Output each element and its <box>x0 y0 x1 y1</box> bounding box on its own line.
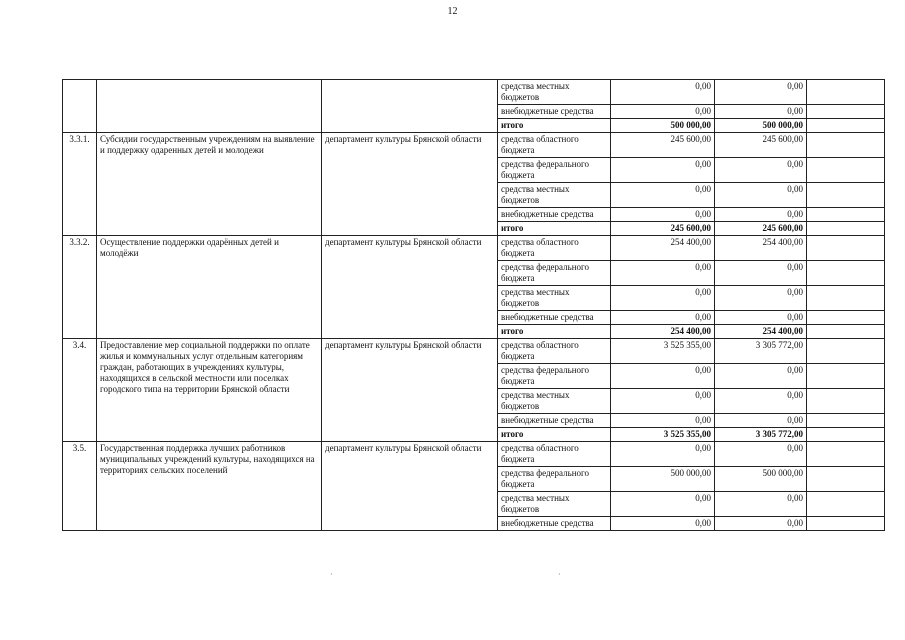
funding-source: внебюджетные средства <box>498 105 611 119</box>
empty-cell <box>807 325 885 339</box>
amount-col1: 0,00 <box>611 492 715 517</box>
empty-cell <box>807 364 885 389</box>
amount-col2: 254 400,00 <box>715 325 807 339</box>
empty-cell <box>807 236 885 261</box>
amount-col1: 254 400,00 <box>611 236 715 261</box>
amount-col2: 500 000,00 <box>715 467 807 492</box>
amount-col2: 0,00 <box>715 286 807 311</box>
empty-cell <box>807 261 885 286</box>
amount-col2: 0,00 <box>715 414 807 428</box>
amount-col1: 254 400,00 <box>611 325 715 339</box>
empty-cell <box>807 133 885 158</box>
funding-source: внебюджетные средства <box>498 517 611 531</box>
amount-col1: 0,00 <box>611 261 715 286</box>
funding-source: средства федерального бюджета <box>498 467 611 492</box>
amount-col2: 0,00 <box>715 105 807 119</box>
funding-source: итого <box>498 325 611 339</box>
amount-col2: 0,00 <box>715 80 807 105</box>
amount-col2: 0,00 <box>715 158 807 183</box>
funding-source: внебюджетные средства <box>498 208 611 222</box>
amount-col1: 0,00 <box>611 286 715 311</box>
amount-col2: 0,00 <box>715 517 807 531</box>
funding-source: средства местных бюджетов <box>498 389 611 414</box>
table-row <box>63 133 885 158</box>
budget-table <box>62 79 885 531</box>
amount-col1: 0,00 <box>611 311 715 325</box>
empty-cell <box>807 105 885 119</box>
amount-col2: 0,00 <box>715 311 807 325</box>
item-number: 3.5. <box>63 442 97 531</box>
amount-col2: 500 000,00 <box>715 119 807 133</box>
funding-source: средства местных бюджетов <box>498 492 611 517</box>
empty-cell <box>807 414 885 428</box>
funding-source: средства федерального бюджета <box>498 261 611 286</box>
empty-cell <box>807 311 885 325</box>
item-name: Субсидии государственным учреждениям на выявление и поддержку одаренных детей и молодежи <box>97 133 322 236</box>
amount-col1: 0,00 <box>611 208 715 222</box>
amount-col1: 0,00 <box>611 364 715 389</box>
amount-col2: 254 400,00 <box>715 236 807 261</box>
item-executor <box>322 80 498 133</box>
empty-cell <box>807 442 885 467</box>
amount-col2: 0,00 <box>715 389 807 414</box>
funding-source: средства федерального бюджета <box>498 158 611 183</box>
item-executor: департамент культуры Брянской области <box>322 133 498 236</box>
empty-cell <box>807 80 885 105</box>
empty-cell <box>807 208 885 222</box>
footer-mark-right: · <box>558 570 561 579</box>
amount-col2: 3 305 772,00 <box>715 428 807 442</box>
footer-mark-left: · <box>330 570 333 579</box>
empty-cell <box>807 428 885 442</box>
table-row <box>63 339 885 364</box>
item-number <box>63 80 97 133</box>
amount-col2: 0,00 <box>715 208 807 222</box>
amount-col2: 0,00 <box>715 183 807 208</box>
funding-source: средства местных бюджетов <box>498 286 611 311</box>
empty-cell <box>807 467 885 492</box>
table-row <box>63 442 885 467</box>
item-name: Осуществление поддержки одарённых детей и молодёжи <box>97 236 322 339</box>
item-number: 3.3.2. <box>63 236 97 339</box>
amount-col2: 0,00 <box>715 492 807 517</box>
funding-source: средства областного бюджета <box>498 442 611 467</box>
amount-col1: 0,00 <box>611 517 715 531</box>
empty-cell <box>807 517 885 531</box>
amount-col1: 0,00 <box>611 183 715 208</box>
funding-source: средства местных бюджетов <box>498 183 611 208</box>
empty-cell <box>807 183 885 208</box>
empty-cell <box>807 492 885 517</box>
amount-col2: 3 305 772,00 <box>715 339 807 364</box>
item-executor: департамент культуры Брянской области <box>322 339 498 442</box>
funding-source: средства областного бюджета <box>498 133 611 158</box>
funding-source: средства местных бюджетов <box>498 80 611 105</box>
funding-source: итого <box>498 222 611 236</box>
item-executor: департамент культуры Брянской области <box>322 442 498 531</box>
amount-col1: 0,00 <box>611 414 715 428</box>
table-row <box>63 236 885 261</box>
empty-cell <box>807 339 885 364</box>
funding-source: внебюджетные средства <box>498 414 611 428</box>
amount-col1: 0,00 <box>611 105 715 119</box>
table-row <box>63 80 885 105</box>
page-number: 12 <box>447 6 458 17</box>
amount-col1: 245 600,00 <box>611 222 715 236</box>
amount-col2: 0,00 <box>715 364 807 389</box>
item-name <box>97 80 322 133</box>
funding-source: средства областного бюджета <box>498 236 611 261</box>
amount-col1: 500 000,00 <box>611 467 715 492</box>
funding-source: внебюджетные средства <box>498 311 611 325</box>
amount-col2: 0,00 <box>715 261 807 286</box>
empty-cell <box>807 389 885 414</box>
item-name: Государственная поддержка лучших работников муниципальных учреждений культуры, находящихся на территориях сельских поселений <box>97 442 322 531</box>
funding-source: итого <box>498 119 611 133</box>
item-name: Предоставление мер социальной поддержки по оплате жилья и коммунальных услуг отдельным категориям граждан, работающих в учреждениях культуры, находящихся в сельской местности или поселках городского типа на территории Брянской области <box>97 339 322 442</box>
amount-col1: 0,00 <box>611 442 715 467</box>
funding-source: средства федерального бюджета <box>498 364 611 389</box>
amount-col1: 3 525 355,00 <box>611 428 715 442</box>
amount-col2: 0,00 <box>715 442 807 467</box>
item-number: 3.4. <box>63 339 97 442</box>
amount-col1: 0,00 <box>611 158 715 183</box>
amount-col1: 245 600,00 <box>611 133 715 158</box>
funding-source: средства областного бюджета <box>498 339 611 364</box>
funding-source: итого <box>498 428 611 442</box>
item-number: 3.3.1. <box>63 133 97 236</box>
empty-cell <box>807 286 885 311</box>
amount-col2: 245 600,00 <box>715 133 807 158</box>
amount-col1: 0,00 <box>611 389 715 414</box>
item-executor: департамент культуры Брянской области <box>322 236 498 339</box>
empty-cell <box>807 222 885 236</box>
amount-col1: 500 000,00 <box>611 119 715 133</box>
amount-col1: 0,00 <box>611 80 715 105</box>
empty-cell <box>807 119 885 133</box>
amount-col1: 3 525 355,00 <box>611 339 715 364</box>
empty-cell <box>807 158 885 183</box>
amount-col2: 245 600,00 <box>715 222 807 236</box>
